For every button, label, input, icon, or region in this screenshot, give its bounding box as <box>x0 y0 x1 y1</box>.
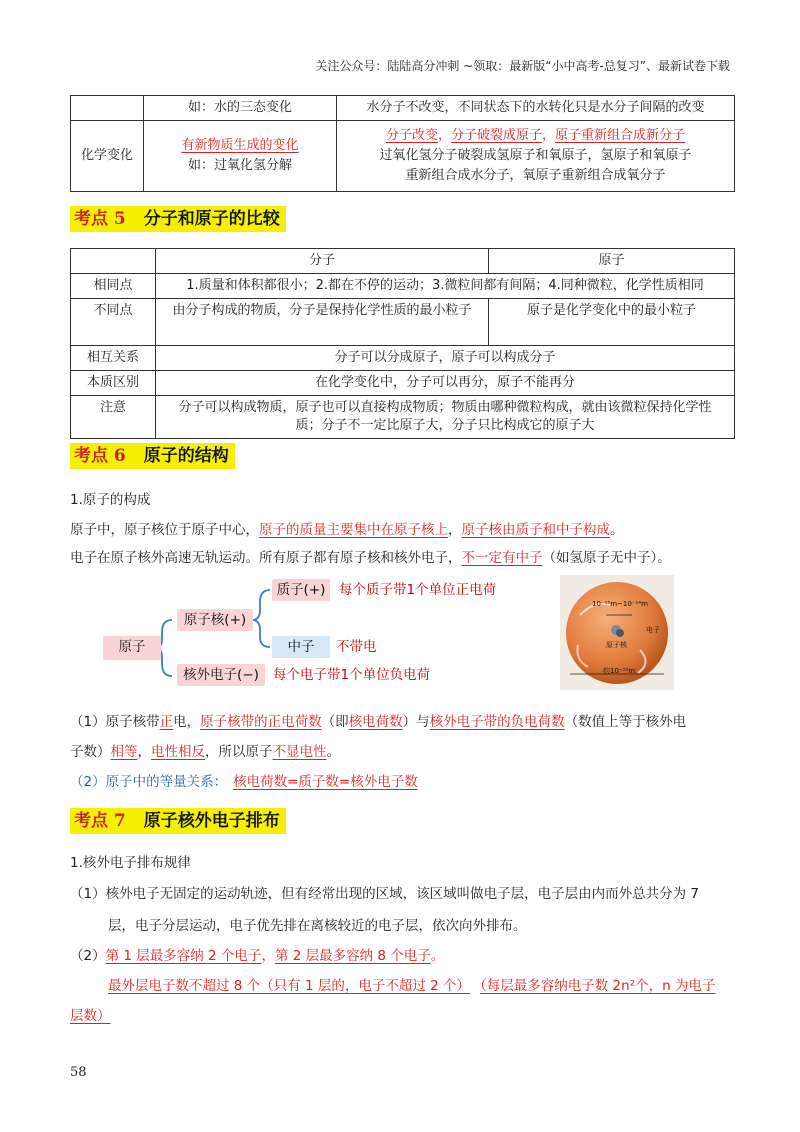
paragraph: （2）原子中的等量关系： 核电荷数=质子数=核外电子数 <box>70 774 418 790</box>
paragraph: 子数）相等，电性相反，所以原子不显电性。 <box>70 744 340 760</box>
electron-box: 核外电子(−) <box>177 664 265 686</box>
chemical-explain-line1: 分子改变，分子破裂成原子，原子重新组合成新分子 <box>385 128 686 143</box>
section-title: 分子和原子的比较 <box>143 209 280 229</box>
section-number: 考点 5 <box>74 209 126 229</box>
row-label: 不同点 <box>71 299 156 346</box>
subheading: 1.核外电子排布规律 <box>70 855 191 871</box>
row-atom-text: 原子是化学变化中的最小粒子 <box>489 299 735 346</box>
paragraph: 电子在原子核外高速无轨运动。所有原子都有原子核和核外电子，不一定有中子（如氢原子无中子）。 <box>70 550 671 566</box>
red-text: 不一定有中子 <box>461 550 543 566</box>
neutron-note: 不带电 <box>336 639 377 655</box>
size-label-bottom: 约10⁻¹⁰m <box>603 667 636 675</box>
row-label: 相同点 <box>71 274 156 299</box>
nucleus-box: 原子核(+) <box>177 609 253 631</box>
row-label: 相互关系 <box>71 346 156 371</box>
paragraph: （2）第 1 层最多容纳 2 个电子，第 2 层最多容纳 8 个电子。 <box>70 948 445 964</box>
red-text: 原子的质量主要集中在原子核上 <box>259 522 448 538</box>
paragraph: （1）原子核带正电，原子核带的正电荷数（即核电荷数）与核外电子带的负电荷数（数值上等于核外电 <box>70 714 687 730</box>
chemical-def-text: 有新物质生成的变化 <box>181 138 299 153</box>
paragraph: 层数） <box>70 1008 111 1024</box>
proton-note: 每个质子带1个单位正电荷 <box>339 582 497 598</box>
section-title: 原子的结构 <box>143 446 229 466</box>
chemical-explain-line2: 过氧化氢分子破裂成氢原子和氧原子，氢原子和氧原子 <box>379 148 692 163</box>
row-label: 本质区别 <box>71 371 156 396</box>
section-number: 考点 6 <box>74 446 126 466</box>
neutron-box: 中子 <box>272 636 330 658</box>
proton-box: 质子(+) <box>272 579 330 601</box>
page-header: 关注公众号：陆陆高分冲刺 ~领取：最新版“小中高考-总复习”、最新试卷下载 <box>315 59 730 73</box>
chemical-explain-line3: 重新组合成水分子，氧原子重新组合成氧分子 <box>405 168 666 183</box>
page-number: 58 <box>70 1065 87 1080</box>
row-text: 分子可以分成原子，原子可以构成分子 <box>156 346 735 371</box>
section-7-heading <box>70 808 286 834</box>
paragraph: 原子中，原子核位于原子中心，原子的质量主要集中在原子核上，原子核由质子和中子构成。 <box>70 522 624 538</box>
chemical-example-text: 如：过氧化氢分解 <box>187 158 292 173</box>
subheading: 1.原子的构成 <box>70 492 151 508</box>
atom-box: 原子 <box>103 636 161 660</box>
section-number: 考点 7 <box>74 811 126 831</box>
paragraph: （1）核外电子无固定的运动轨迹，但有经常出现的区域，该区域叫做电子层，电子层由内而外总共分为 7 <box>70 886 699 902</box>
col-header-atom: 原子 <box>489 249 735 274</box>
cell-chemical-label: 化学变化 <box>71 121 144 192</box>
row-text: 1.质量和体积都很小；2.都在不停的运动；3.微粒间都有间隔；4.同种微粒，化学性质相同 <box>156 274 735 299</box>
cell-physical-explain: 水分子不改变，不同状态下的水转化只是水分子间隔的改变 <box>337 96 735 121</box>
row-text: 分子可以构成物质，原子也可以直接构成物质；物质由哪种微粒构成，就由该微粒保持化学性质；分子不一定比原子大，分子只比构成它的原子大 <box>156 396 735 439</box>
cell-physical-example: 如：水的三态变化 <box>144 96 337 121</box>
row-text: 在化学变化中，分子可以再分，原子不能再分 <box>156 371 735 396</box>
red-molecule-break: 分子破裂成原子 <box>450 128 542 143</box>
size-label-top: 10⁻¹⁵m~10⁻¹⁴m <box>592 600 648 608</box>
row-label: 注意 <box>71 396 156 439</box>
red-molecule-change: 分子改变 <box>385 128 438 143</box>
col-header-molecule: 分子 <box>156 249 489 274</box>
paragraph: 最外层电子数不超过 8 个（只有 1 层的，电子不超过 2 个） （每层最多容纳电子数 2n²个，n 为电子 <box>108 978 716 994</box>
red-text: 原子核由质子和中子构成 <box>461 522 610 538</box>
paragraph: 层，电子分层运动，电子优先排在离核较近的电子层，依次向外排布。 <box>108 918 527 934</box>
electron-note: 每个电子带1个单位负电荷 <box>273 667 431 683</box>
nucleus-label: 原子核 <box>606 641 627 649</box>
row-molecule-text: 由分子构成的物质，分子是保持化学性质的最小粒子 <box>156 299 489 346</box>
section-title: 原子核外电子排布 <box>143 811 280 831</box>
atom-illustration <box>560 575 674 690</box>
red-atom-recombine: 原子重新组合成新分子 <box>555 128 686 143</box>
electron-label: 电子 <box>646 626 660 634</box>
